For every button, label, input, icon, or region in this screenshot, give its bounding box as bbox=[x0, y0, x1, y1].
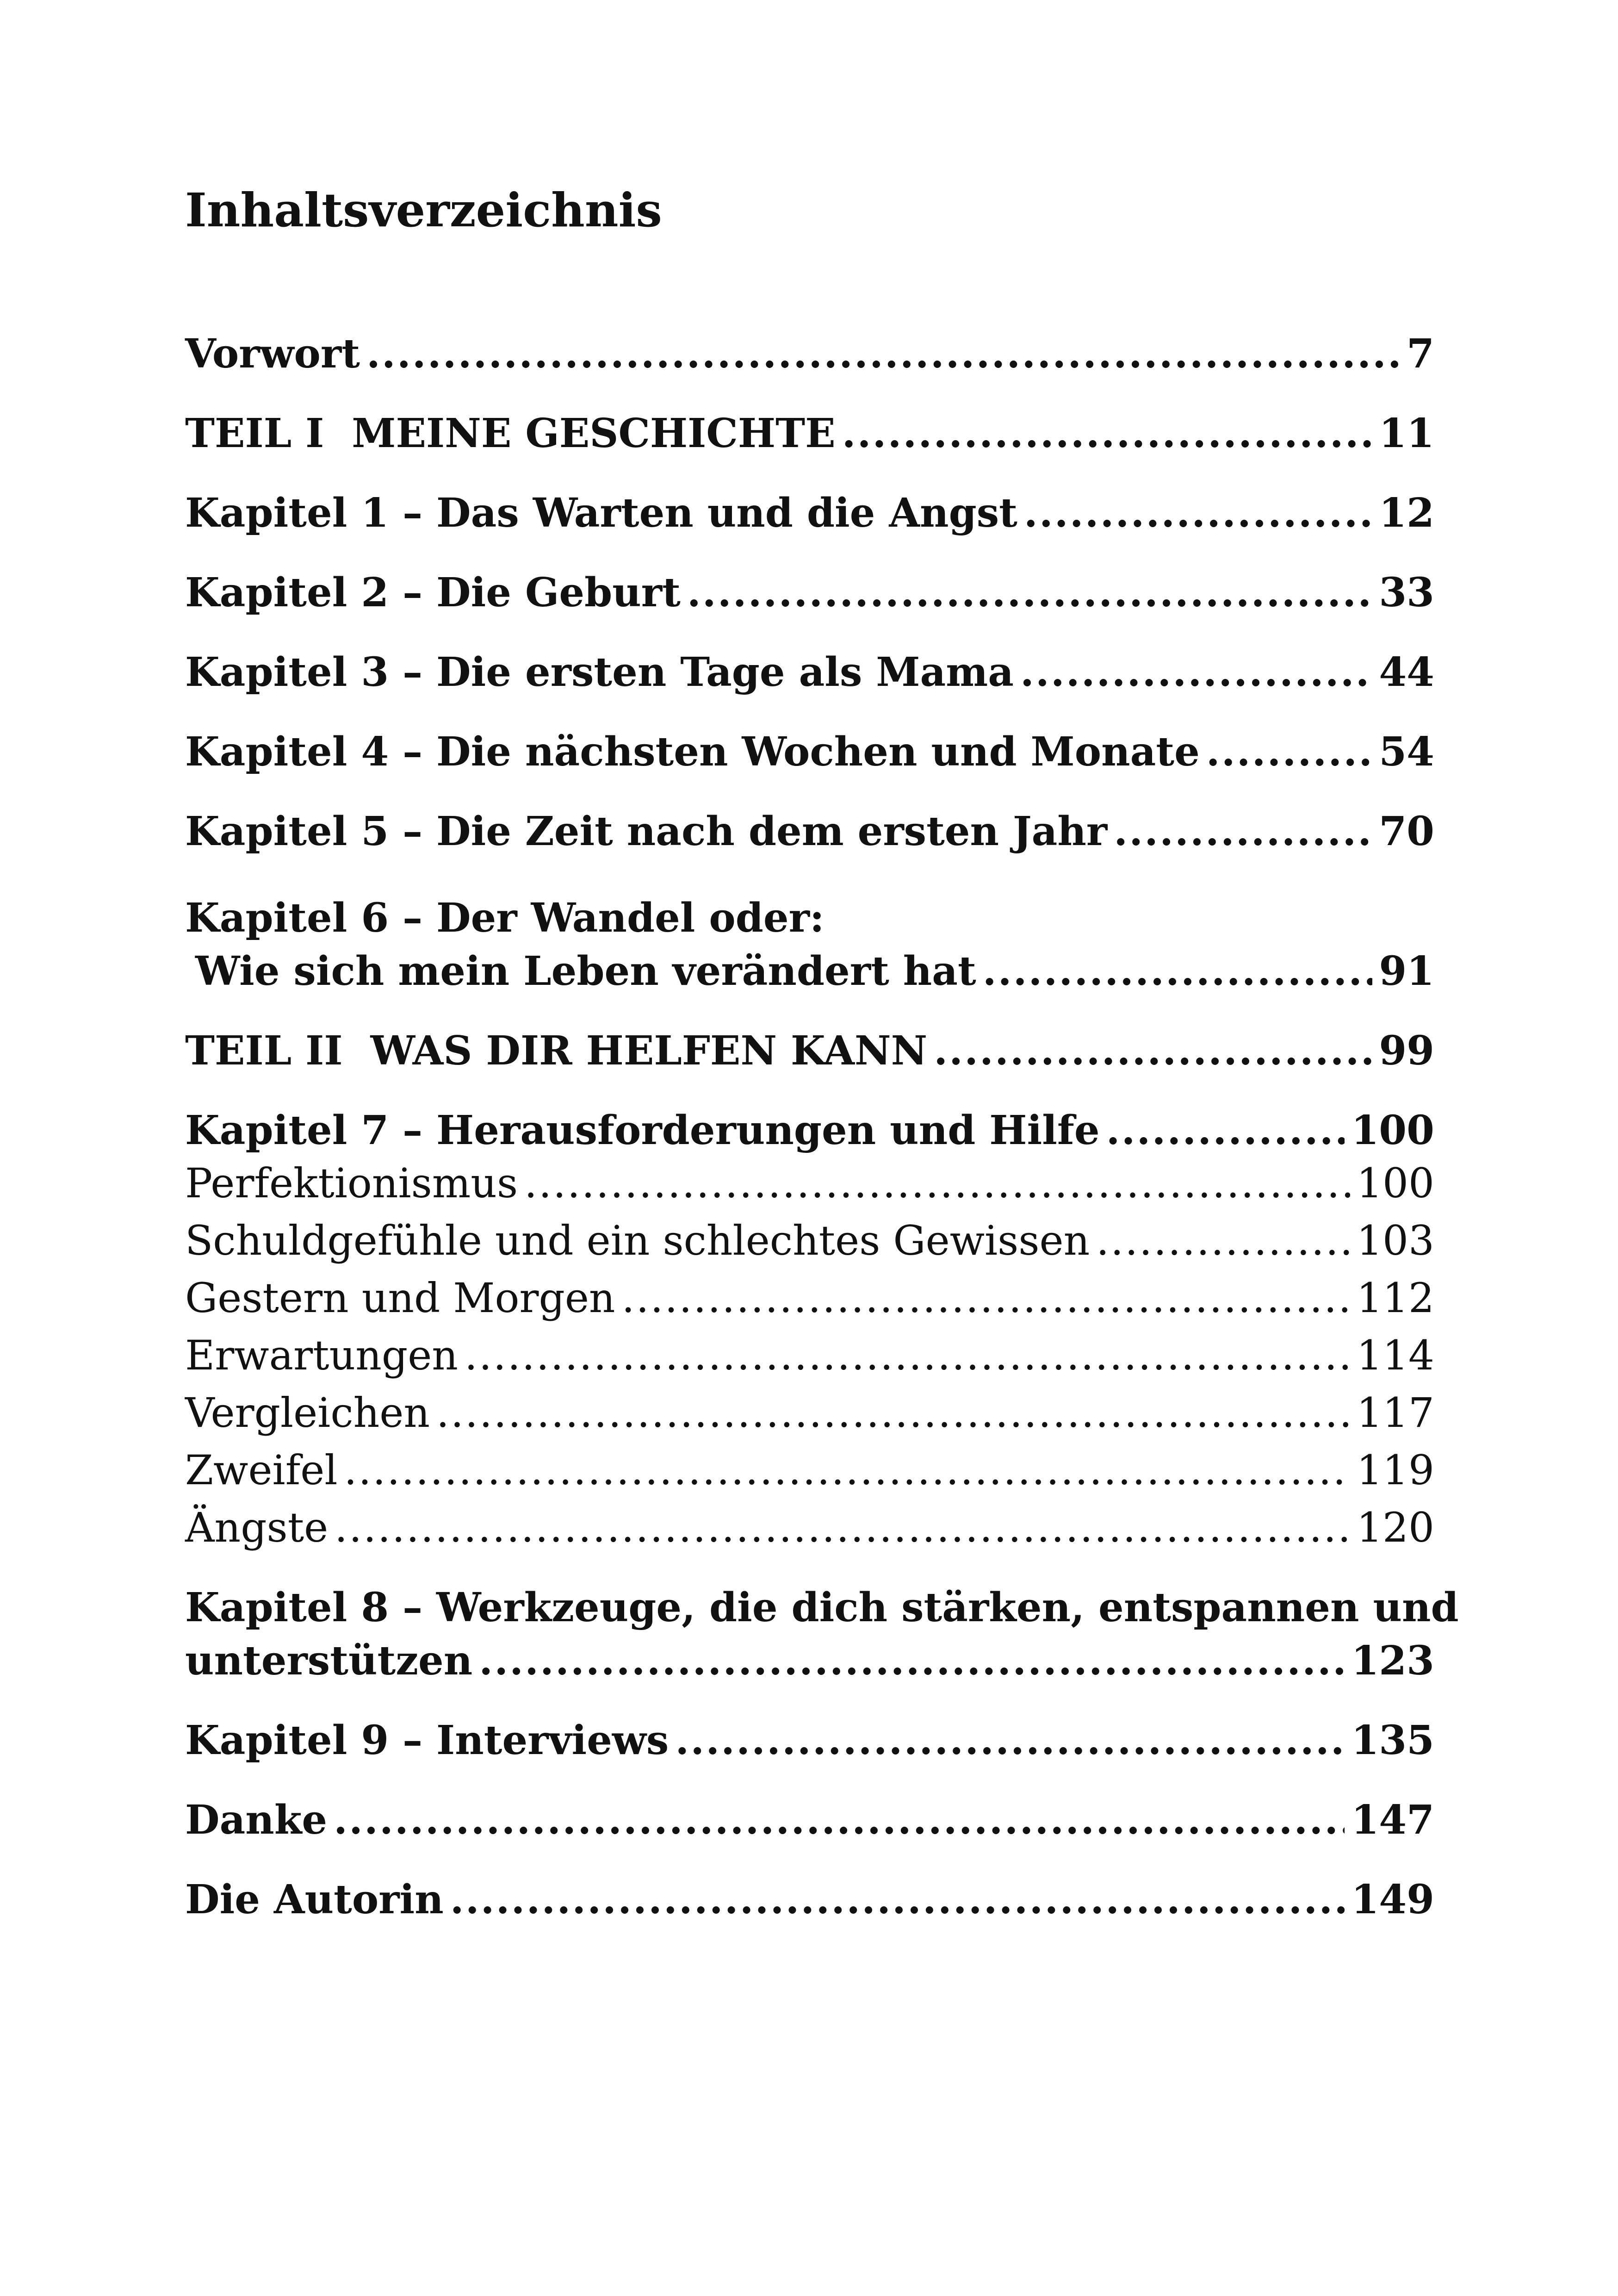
toc-entry-kapitel-8[interactable] bbox=[185, 1578, 1459, 1684]
dot-leader bbox=[1206, 729, 1373, 775]
toc-entry-page: 123 bbox=[1351, 1637, 1434, 1684]
toc-entry-label: TEIL II WAS DIR HELFEN KANN bbox=[185, 1027, 928, 1074]
dot-leader bbox=[622, 1269, 1350, 1327]
dot-leader bbox=[366, 331, 1400, 377]
dot-leader bbox=[1020, 649, 1372, 696]
toc-subentry-label: Gestern und Morgen bbox=[185, 1274, 615, 1322]
toc-entry-label-line2: unterstützen bbox=[185, 1637, 473, 1684]
toc-entry-label-line1: Kapitel 6 – Der Wandel oder: bbox=[185, 895, 824, 941]
toc-entry-label: Kapitel 2 – Die Geburt bbox=[185, 569, 681, 616]
toc-subentry-page: 114 bbox=[1357, 1332, 1434, 1379]
toc-subentry-label: Erwartungen bbox=[185, 1332, 458, 1379]
toc-subentry[interactable] bbox=[185, 1442, 1434, 1499]
toc-entry-label: Die Autorin bbox=[185, 1876, 444, 1923]
toc-entry-page: 33 bbox=[1379, 569, 1434, 616]
dot-leader bbox=[1024, 490, 1372, 536]
toc-entry-kapitel-4[interactable] bbox=[185, 729, 1434, 775]
toc-entry-page: 7 bbox=[1407, 330, 1434, 377]
toc-entry-teil-1[interactable] bbox=[185, 411, 1434, 457]
toc-entry-label: Kapitel 7 – Herausforderungen und Hilfe bbox=[185, 1107, 1100, 1154]
toc-entry-label: Vorwort bbox=[185, 330, 360, 377]
dot-leader bbox=[335, 1499, 1350, 1556]
toc-entry-kapitel-5[interactable] bbox=[185, 809, 1434, 855]
toc-entry-label: Kapitel 5 – Die Zeit nach dem ersten Jahr bbox=[185, 808, 1108, 855]
toc-subentry-label: Ängste bbox=[185, 1504, 329, 1551]
toc-entry-kapitel-1[interactable] bbox=[185, 490, 1434, 536]
toc-entry-page: 44 bbox=[1379, 649, 1434, 696]
toc-entry-die-autorin[interactable] bbox=[185, 1877, 1434, 1923]
toc-subentry-page: 117 bbox=[1357, 1389, 1434, 1437]
toc-entry-kapitel-3[interactable] bbox=[185, 649, 1434, 696]
toc-subentry-page: 119 bbox=[1357, 1446, 1434, 1494]
toc-subentry-label: Perfektionismus bbox=[185, 1159, 518, 1207]
toc-subentry-page: 100 bbox=[1357, 1159, 1434, 1207]
toc-entry-vorwort[interactable] bbox=[185, 331, 1434, 377]
dot-leader bbox=[334, 1797, 1345, 1843]
toc-entry-label: TEIL I MEINE GESCHICHTE bbox=[185, 410, 836, 457]
toc-subentry[interactable] bbox=[185, 1212, 1434, 1269]
page-title: Inhaltsverzeichnis bbox=[185, 183, 662, 237]
toc-entry-label: Kapitel 3 – Die ersten Tage als Mama bbox=[185, 649, 1014, 696]
toc-entry-kapitel-2[interactable] bbox=[185, 570, 1434, 616]
toc-entry-kapitel-6[interactable] bbox=[185, 888, 1434, 995]
toc-entry-page: 70 bbox=[1379, 808, 1434, 855]
toc-entry-label: Kapitel 1 – Das Warten und die Angst bbox=[185, 490, 1017, 536]
dot-leader bbox=[465, 1327, 1350, 1384]
toc-subentry[interactable] bbox=[185, 1499, 1434, 1556]
toc-entry-teil-2[interactable] bbox=[185, 1028, 1434, 1074]
dot-leader bbox=[1096, 1212, 1350, 1269]
toc-subentry-label: Schuldgefühle und ein schlechtes Gewissen bbox=[185, 1217, 1090, 1264]
toc-entry-page: 54 bbox=[1379, 728, 1434, 775]
dot-leader bbox=[1114, 809, 1372, 855]
toc-entry-label-line2: Wie sich mein Leben verändert hat bbox=[195, 948, 976, 995]
toc-entry-page: 11 bbox=[1379, 410, 1434, 457]
toc-subentry-page: 103 bbox=[1357, 1217, 1434, 1264]
toc-subentry-label: Zweifel bbox=[185, 1446, 338, 1494]
toc-subentry[interactable] bbox=[185, 1269, 1434, 1327]
toc-subentry-label: Vergleichen bbox=[185, 1389, 430, 1437]
toc-entry-page: 91 bbox=[1379, 948, 1434, 995]
toc-entry-kapitel-9[interactable] bbox=[185, 1717, 1434, 1764]
dot-leader bbox=[524, 1155, 1350, 1212]
dot-leader bbox=[983, 948, 1373, 995]
toc-entry-page: 147 bbox=[1351, 1797, 1434, 1843]
toc-subentry[interactable] bbox=[185, 1384, 1434, 1442]
toc-entry-page: 149 bbox=[1351, 1876, 1434, 1923]
toc-entry-label: Danke bbox=[185, 1797, 328, 1843]
toc-subentry-page: 120 bbox=[1357, 1504, 1434, 1551]
toc-subentry[interactable] bbox=[185, 1155, 1434, 1212]
toc-entry-page: 99 bbox=[1379, 1027, 1434, 1074]
dot-leader bbox=[687, 570, 1373, 616]
toc-entry-label: Kapitel 9 – Interviews bbox=[185, 1717, 669, 1764]
dot-leader bbox=[436, 1384, 1350, 1442]
toc-entry-kapitel-7[interactable] bbox=[185, 1108, 1434, 1154]
toc-entry-danke[interactable] bbox=[185, 1797, 1434, 1843]
dot-leader bbox=[479, 1638, 1345, 1684]
dot-leader bbox=[675, 1717, 1345, 1764]
table-of-contents bbox=[185, 330, 1459, 1956]
toc-subentry-page: 112 bbox=[1357, 1274, 1434, 1322]
toc-subentry[interactable] bbox=[185, 1327, 1434, 1384]
toc-entry-page: 12 bbox=[1379, 490, 1434, 536]
dot-leader bbox=[842, 411, 1373, 457]
dot-leader bbox=[450, 1877, 1345, 1923]
toc-entry-label: Kapitel 4 – Die nächsten Wochen und Monate bbox=[185, 728, 1200, 775]
dot-leader bbox=[934, 1028, 1372, 1074]
toc-entry-page: 135 bbox=[1351, 1717, 1434, 1764]
dot-leader bbox=[344, 1442, 1350, 1499]
dot-leader bbox=[1106, 1108, 1345, 1154]
toc-entry-page: 100 bbox=[1351, 1107, 1434, 1154]
toc-entry-label-line1: Kapitel 8 – Werkzeuge, die dich stärken, entspannen und bbox=[185, 1584, 1459, 1631]
